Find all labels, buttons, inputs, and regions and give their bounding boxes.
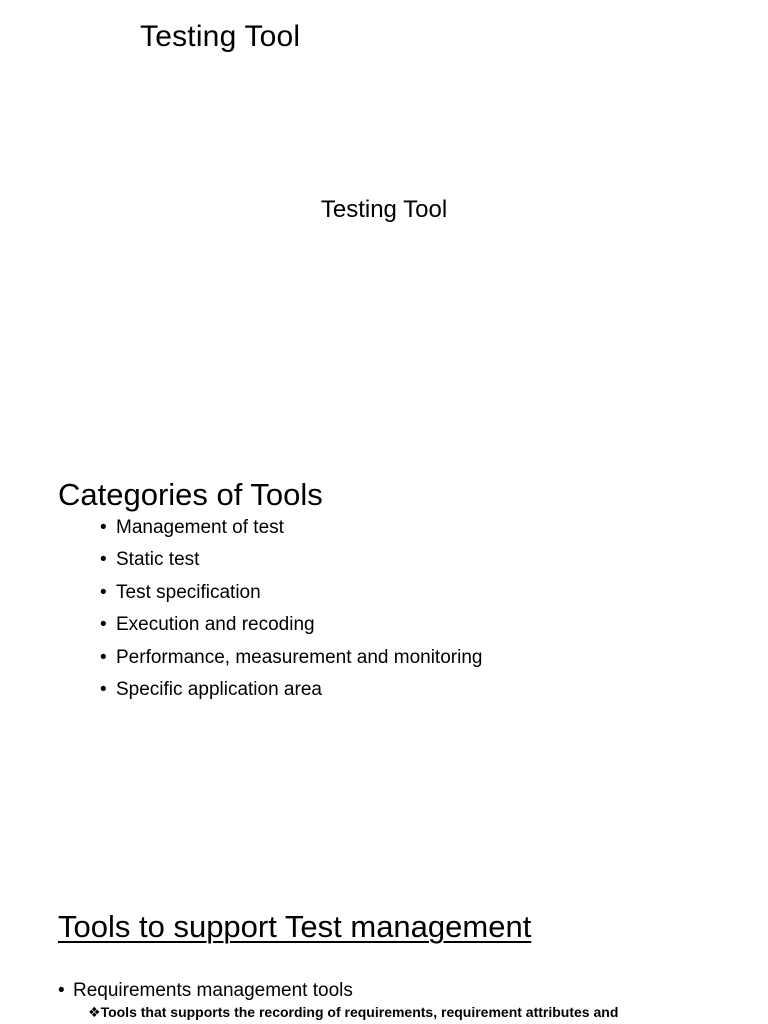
slide-title: Testing Tool <box>140 20 301 53</box>
bullet-icon: • <box>100 678 107 700</box>
list-item-label: Performance, measurement and monitoring <box>116 646 483 668</box>
list-item <box>100 514 482 546</box>
list-item-label: Management of test <box>116 517 284 538</box>
list-item-label: Test specification <box>116 581 261 603</box>
bullet-icon: • <box>100 517 107 538</box>
bullet-icon: • <box>58 980 65 1001</box>
list-item <box>100 546 482 578</box>
categories-heading: Categories of Tools <box>58 477 323 512</box>
list-item <box>100 644 482 676</box>
list-item <box>100 611 482 643</box>
list-item <box>100 579 482 611</box>
diamond-bullet-icon: ❖ <box>88 1004 101 1020</box>
list-item <box>100 676 482 708</box>
bullet-icon: • <box>100 549 107 571</box>
bullet-icon: • <box>100 614 107 636</box>
list-item-label: Requirements management tools <box>73 980 353 1001</box>
subitem-label: Tools that supports the recording of requirements, requirement attributes and <box>100 1004 619 1020</box>
list-item-label: Execution and recoding <box>116 614 315 636</box>
list-item-label: Static test <box>116 549 200 571</box>
bullet-icon: • <box>100 581 107 603</box>
bullet-icon: • <box>100 646 107 668</box>
test-management-heading: Tools to support Test management <box>58 909 532 944</box>
categories-list <box>100 514 482 708</box>
requirements-tools-subitem <box>88 1004 618 1021</box>
slide-subtitle: Testing Tool <box>320 196 448 223</box>
requirements-tools-item <box>58 980 353 1002</box>
list-item-label: Specific application area <box>116 678 322 700</box>
